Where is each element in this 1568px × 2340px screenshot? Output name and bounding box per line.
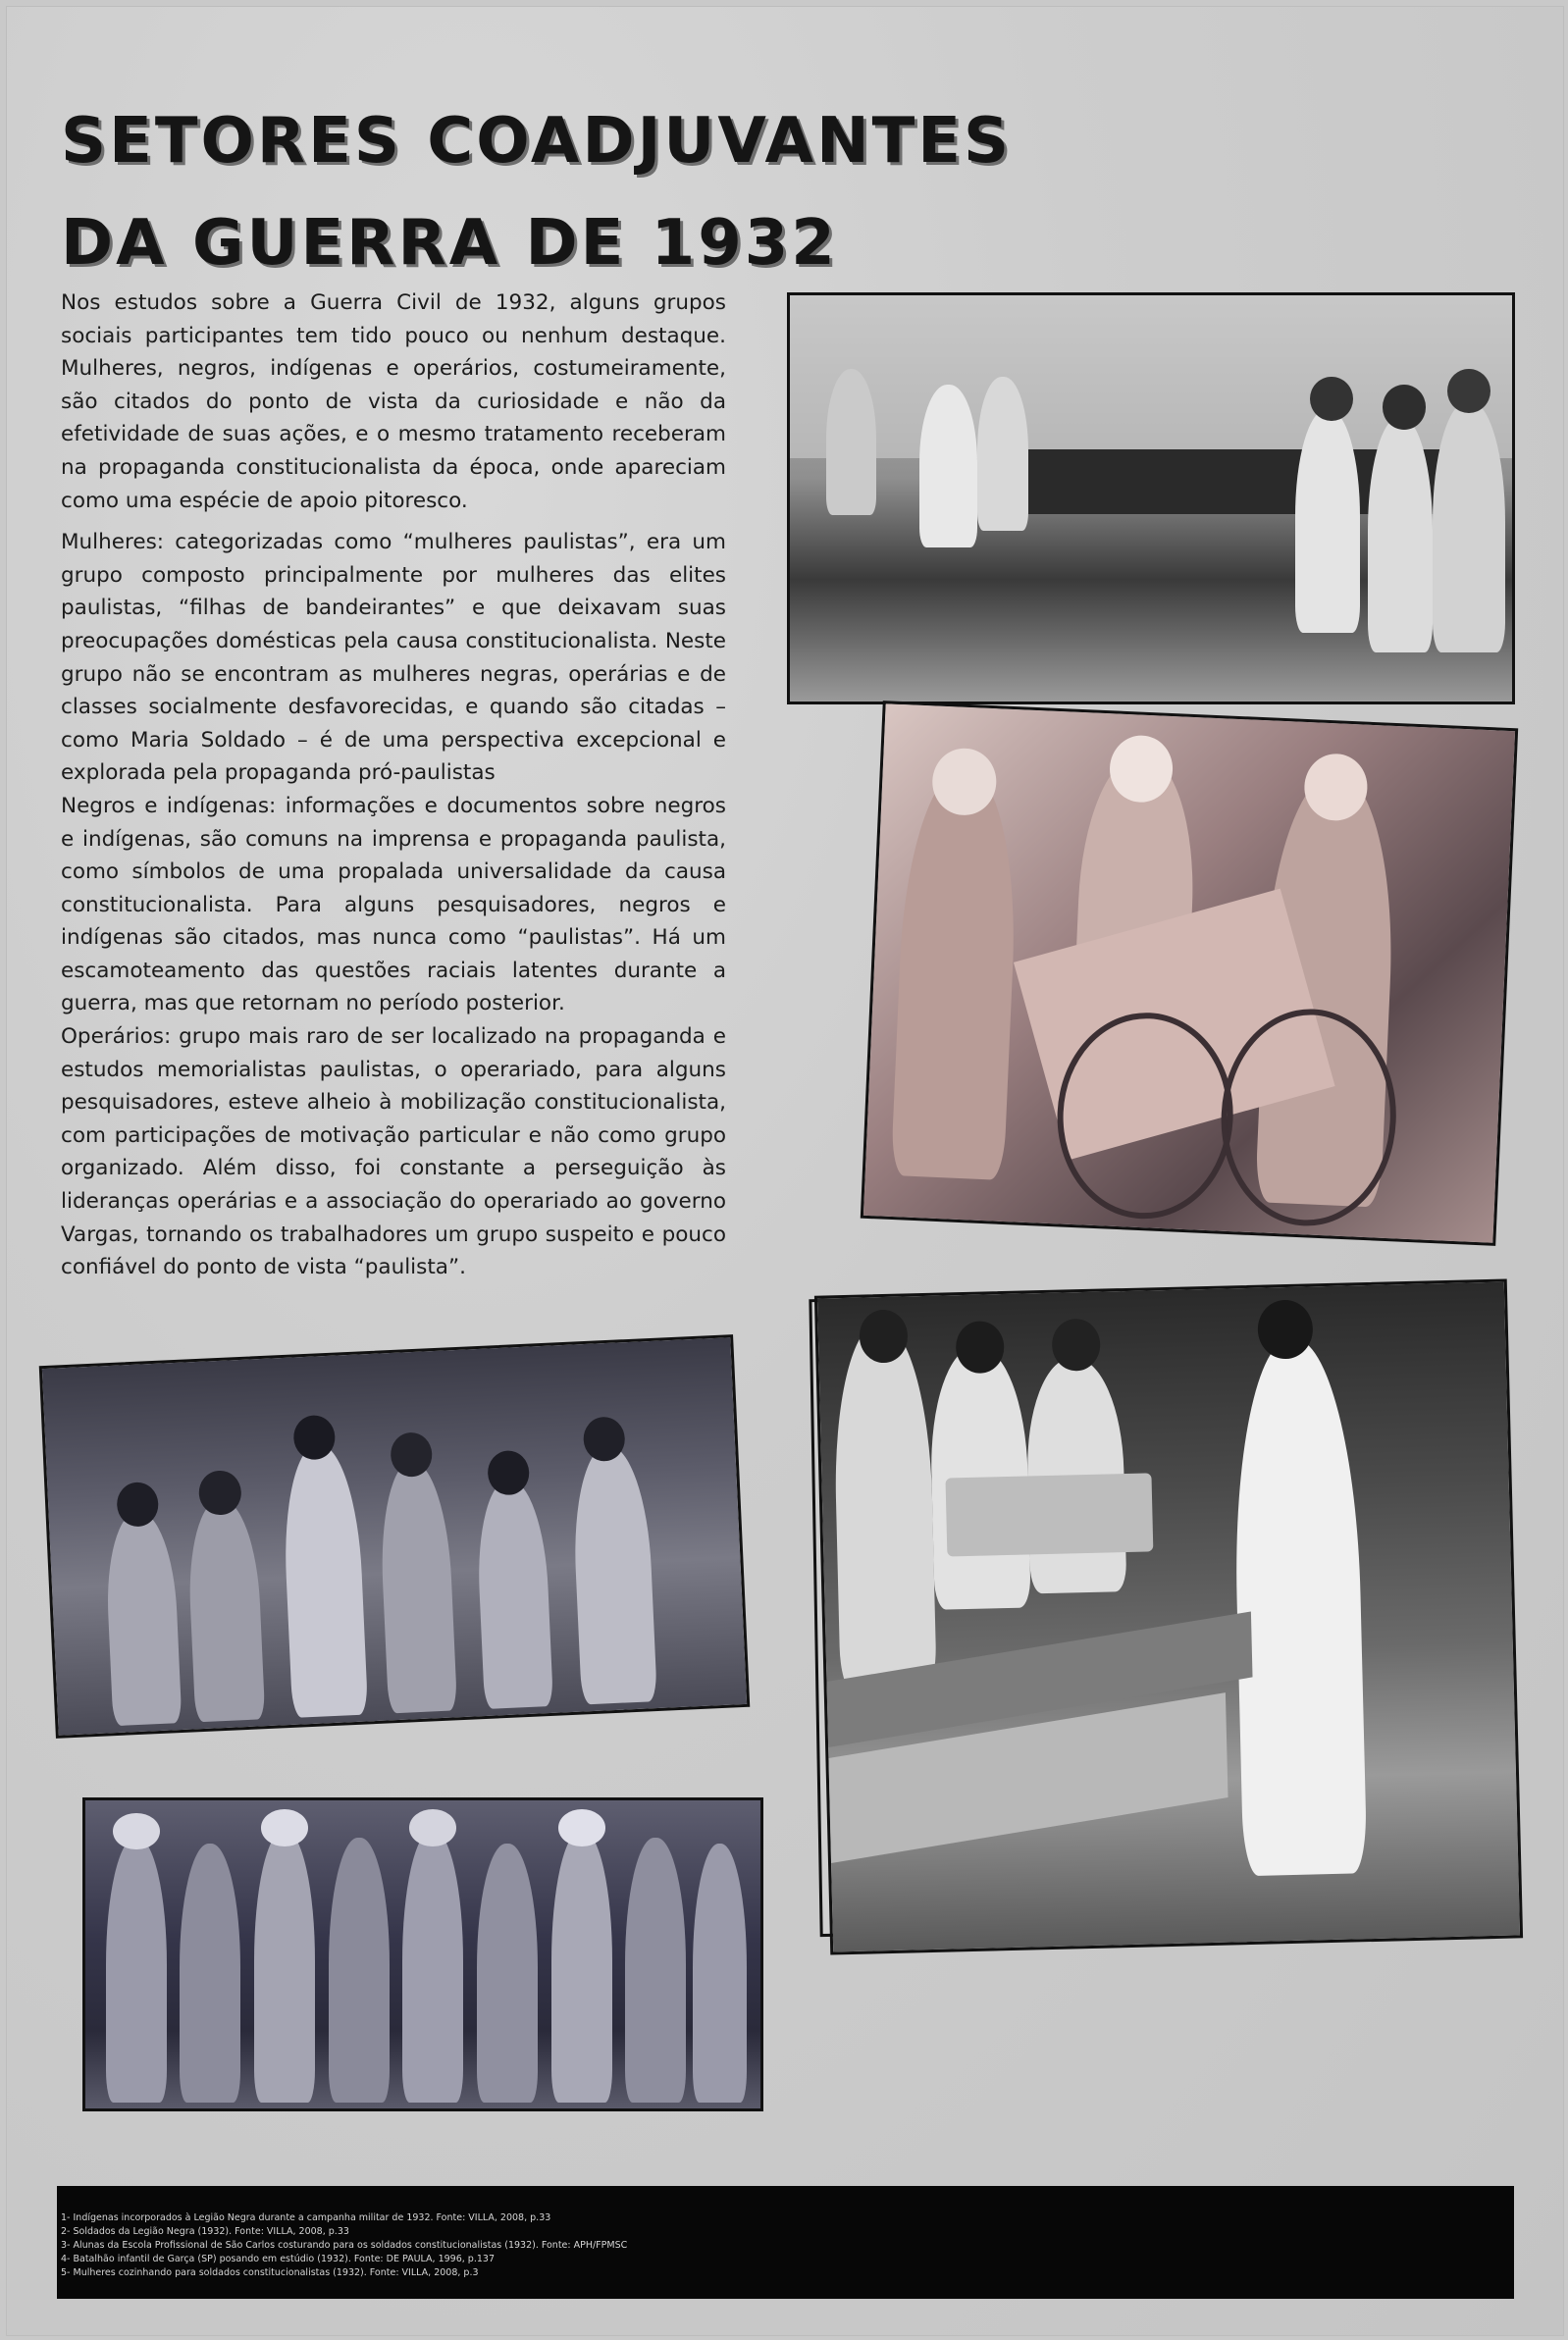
photo-sewing-students: [787, 292, 1515, 704]
caption-bar: [57, 2186, 1514, 2299]
women-paragraph: Mulheres: categorizadas como “mulheres paulistas”, era um grupo composto principalmente por mulheres das elites paulistas, “filhas de bandeirantes” e que deixavam suas preocupações domésticas pela causa constitucionalista. Neste grupo não se encontram as mulheres negras, operárias e de classes socialmente desfavorecidas, e quando são citadas – como Maria Soldado – é de uma perspectiva excepcional e explorada pela propaganda pró-paulistas: [61, 530, 726, 786]
caption-4: 4- Batalhão infantil de Garça (SP) posando em estúdio (1932). Fonte: DE PAULA, 1996, p.137: [61, 2254, 495, 2264]
photo-indigenous-soldiers: [39, 1334, 751, 1739]
caption-2: 2- Soldados da Legião Negra (1932). Fonte: VILLA, 2008, p.33: [61, 2226, 349, 2237]
black-indigenous-paragraph: Negros e indígenas: informações e documentos sobre negros e indígenas, são comuns na imprensa e propaganda paulista, como símbolos de uma propalada universalidade da causa constitucionalista. Para alguns pesquisadores, negros e indígenas são citados, mas nunca como “paulistas”. Há um escamoteamento das questões raciais latentes durante a guerra, mas que retornam no período posterior.: [61, 793, 726, 1016]
photo-women-cooking: [814, 1278, 1523, 1954]
workers-paragraph: Operários: grupo mais raro de ser localizado na propaganda e estudos memorialistas paulistas, o operariado, para alguns pesquisadores, esteve alheio à mobilização constitucionalista, com participações de motivação particular e não como grupo organizado. Além disso, foi constante a perseguição às lideranças operárias e a associação do operariado ao governo Vargas, tornando os trabalhadores um grupo suspeito e pouco confiável do ponto de vista “paulista”.: [61, 1024, 726, 1280]
title-line-2: DA GUERRA DE 1932: [61, 207, 838, 280]
photo-child-battalion: [861, 701, 1518, 1246]
body-text: [61, 286, 726, 1284]
photo-legiao-negra: [82, 1797, 763, 2111]
title-line-1: SETORES COADJUVANTES: [61, 105, 1013, 178]
caption-3: 3- Alunas da Escola Profissional de São Carlos costurando para os soldados constitucionalistas (1932). Fonte: APH/FPMSC: [61, 2240, 628, 2251]
caption-1: 1- Indígenas incorporados à Legião Negra durante a campanha militar de 1932. Fonte: VILLA, 2008, p.33: [61, 2212, 551, 2223]
intro-paragraph: Nos estudos sobre a Guerra Civil de 1932, alguns grupos sociais participantes tem tido pouco ou nenhum destaque. Mulheres, negros, indígenas e operários, costumeiramente, são citados do ponto de vista da curiosidade e não da efetividade de suas ações, e o mesmo tratamento receberam na propaganda constitucionalista da época, onde apareciam como uma espécie de apoio pitoresco.: [61, 290, 726, 513]
page-title: [61, 90, 1140, 294]
caption-5: 5- Mulheres cozinhando para soldados constitucionalistas (1932). Fonte: VILLA, 2008, p.3: [61, 2267, 479, 2278]
